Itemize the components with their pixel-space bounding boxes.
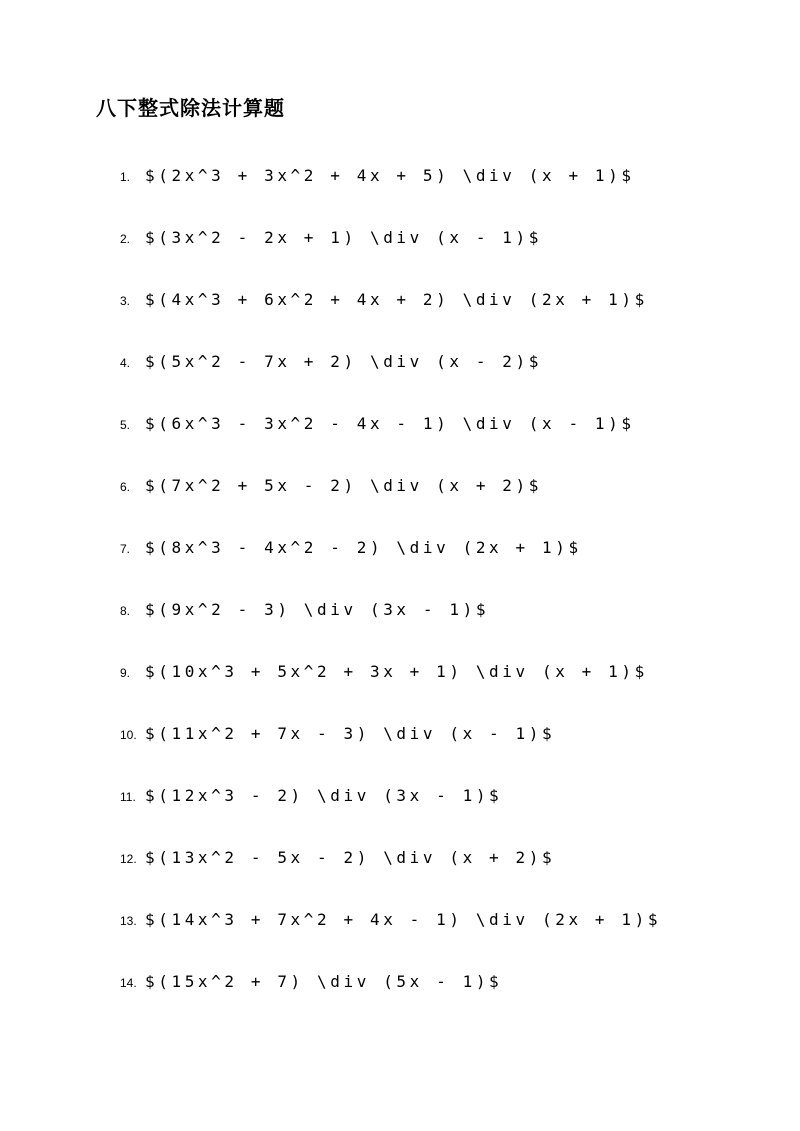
list-item (120, 534, 582, 562)
problem-number: 13. (120, 914, 137, 928)
problem-expression: $(14x^3 + 7x^2 + 4x - 1) \div (2x + 1)$ (145, 910, 662, 929)
problem-expression: $(9x^2 - 3) \div (3x - 1)$ (145, 600, 490, 619)
problem-number: 3. (120, 294, 131, 308)
list-item (120, 968, 502, 996)
problem-expression: $(3x^2 - 2x + 1) \div (x - 1)$ (145, 228, 542, 247)
list-item (120, 224, 542, 252)
problem-expression: $(6x^3 - 3x^2 - 4x - 1) \div (x - 1)$ (145, 414, 635, 433)
list-item (120, 596, 489, 624)
list-item (120, 720, 555, 748)
problem-number: 2. (120, 232, 131, 246)
problem-number: 10. (120, 728, 137, 742)
problem-expression: $(15x^2 + 7) \div (5x - 1)$ (145, 972, 503, 991)
problem-number: 14. (120, 976, 137, 990)
problem-expression: $(2x^3 + 3x^2 + 4x + 5) \div (x + 1)$ (145, 166, 635, 185)
problem-expression: $(4x^3 + 6x^2 + 4x + 2) \div (2x + 1)$ (145, 290, 648, 309)
problem-expression: $(12x^3 - 2) \div (3x - 1)$ (145, 786, 503, 805)
list-item (120, 658, 648, 686)
problem-expression: $(11x^2 + 7x - 3) \div (x - 1)$ (145, 724, 556, 743)
list-item (120, 348, 542, 376)
problem-expression: $(13x^2 - 5x - 2) \div (x + 2)$ (145, 848, 556, 867)
list-item (120, 286, 648, 314)
problem-number: 6. (120, 480, 131, 494)
list-item (120, 472, 542, 500)
problem-number: 5. (120, 418, 131, 432)
list-item (120, 844, 555, 872)
page-title: 八下整式除法计算题 (96, 96, 285, 120)
problem-expression: $(10x^3 + 5x^2 + 3x + 1) \div (x + 1)$ (145, 662, 648, 681)
list-item (120, 782, 502, 810)
problem-number: 12. (120, 852, 137, 866)
problem-number: 7. (120, 542, 131, 556)
list-item (120, 162, 635, 190)
problem-number: 4. (120, 356, 131, 370)
list-item (120, 410, 635, 438)
list-item (120, 906, 661, 934)
problem-expression: $(5x^2 - 7x + 2) \div (x - 2)$ (145, 352, 542, 371)
problem-expression: $(8x^3 - 4x^2 - 2) \div (2x + 1)$ (145, 538, 582, 557)
problem-number: 9. (120, 666, 131, 680)
problem-number: 11. (120, 790, 136, 804)
problem-expression: $(7x^2 + 5x - 2) \div (x + 2)$ (145, 476, 542, 495)
problem-number: 1. (120, 170, 131, 184)
problem-number: 8. (120, 604, 131, 618)
